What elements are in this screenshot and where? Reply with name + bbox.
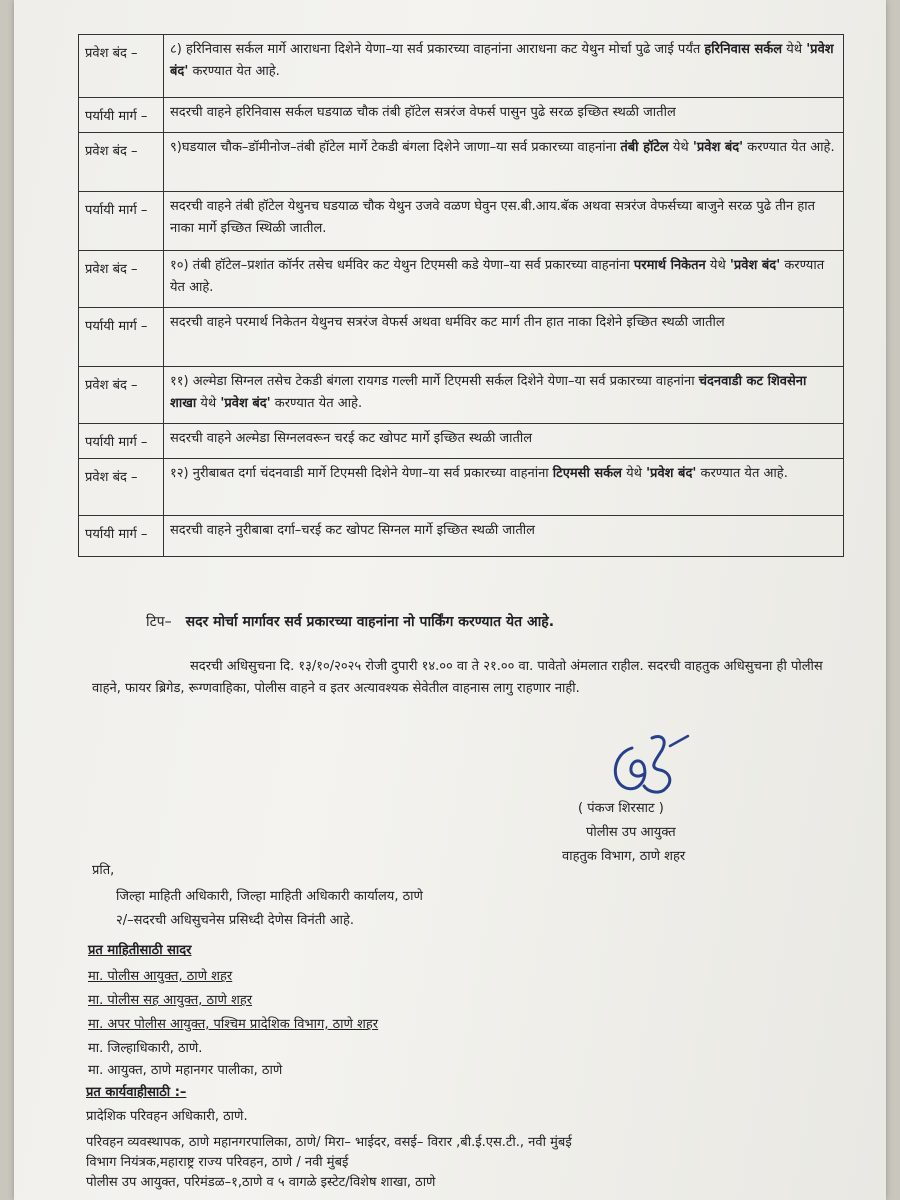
row-text-bold: 'प्रवेश बंद' xyxy=(729,258,781,273)
route-row xyxy=(79,133,843,192)
row-text-bold: 'प्रवेश बंद' xyxy=(220,396,271,411)
row-text-part: करण्यात येत आहे. xyxy=(170,258,825,295)
row-text xyxy=(164,424,843,458)
row-text-part: येथे xyxy=(196,396,221,411)
route-row xyxy=(79,308,843,367)
row-text xyxy=(164,308,843,366)
row-label: पर्यायी मार्ग – xyxy=(79,98,164,132)
row-label: प्रवेश बंद – xyxy=(79,251,164,307)
route-table xyxy=(78,34,844,557)
row-text-part: ११) अल्मेडा सिग्नल तसेच टेकडी बंगला रायगड गल्ली मार्गे टिएमसी सर्कल दिशेने येणा–या सर्व प्रकारच्या वाहनांना xyxy=(170,374,699,389)
route-row xyxy=(79,516,843,556)
row-text xyxy=(164,516,843,556)
row-label: पर्यायी मार्ग – xyxy=(79,308,164,366)
row-text xyxy=(164,192,843,250)
action-heading: प्रत कार्यवाहीसाठी :– xyxy=(86,1085,187,1100)
row-text-bold: 'प्रवेश बंद' xyxy=(170,42,834,79)
info-line-4: मा. जिल्हाधिकारी, ठाणे. xyxy=(88,1041,203,1056)
row-text-bold: 'प्रवेश बंद' xyxy=(692,140,744,155)
row-text-part: येथे xyxy=(668,140,693,155)
route-row xyxy=(79,192,843,251)
row-text-part: येथे xyxy=(621,466,647,481)
action-line-4: पोलीस उप आयुक्त, परिमंडळ–१,ठाणे व ५ वागळे इस्टेट/विशेष शाखा, ठाणे xyxy=(86,1175,436,1190)
row-text-part: १०) तंबी हॉटेल–प्रशांत कॉर्नर तसेच धर्मविर कट येथुन टिएमसी कडे येणा–या सर्व प्रकारच्या वाहनांना xyxy=(170,258,634,273)
row-label: प्रवेश बंद – xyxy=(79,459,164,515)
info-line-1: मा. पोलीस आयुक्त, ठाणे शहर xyxy=(88,969,233,984)
row-label: प्रवेश बंद – xyxy=(79,35,164,97)
info-line-2: मा. पोलीस सह आयुक्त, ठाणे शहर xyxy=(88,993,253,1008)
signatory-department: वाहतुक विभाग, ठाणे शहर xyxy=(562,849,686,864)
row-label: पर्यायी मार्ग – xyxy=(79,192,164,250)
row-text-part: येथे xyxy=(705,258,730,273)
row-label: पर्यायी मार्ग – xyxy=(79,424,164,458)
action-line-3: विभाग नियंत्रक,महाराष्ट्र राज्य परिवहन, ठाणे / नवी मुंबई xyxy=(86,1155,349,1170)
row-text-part: करण्यात येत आहे. xyxy=(188,64,280,79)
row-text xyxy=(164,367,843,423)
route-row xyxy=(79,98,843,133)
row-label: प्रवेश बंद – xyxy=(79,367,164,423)
row-text-bold: हरिनिवास सर्कल xyxy=(704,42,783,57)
signatory-designation: पोलीस उप आयुक्त xyxy=(586,825,676,840)
row-text xyxy=(164,133,843,191)
row-text-bold: तंबी हॉटेल xyxy=(620,140,669,155)
to-line-1: जिल्हा माहिती अधिकारी, जिल्हा माहिती अधिकारी कार्यालय, ठाणे xyxy=(116,889,423,904)
action-line-2: परिवहन व्यवस्थापक, ठाणे महानगरपालिका, ठाणे/ मिरा– भाईदर, वसई– विरार ,बी.ई.एस.टी., नवी मुंबई xyxy=(86,1135,572,1150)
row-label: प्रवेश बंद – xyxy=(79,133,164,191)
to-label: प्रति, xyxy=(92,863,115,878)
info-line-3: मा. अपर पोलीस आयुक्त, पश्चिम प्रादेशिक विभाग, ठाणे शहर xyxy=(88,1017,379,1032)
note-prefix: टिप– xyxy=(146,614,172,630)
signature-mark xyxy=(604,730,694,804)
row-text-part: १२) नुरीबाबत दर्गा चंदनवाडी मार्गे टिएमसी दिशेने येणा–या सर्व प्रकारच्या वाहनांना xyxy=(170,466,553,481)
row-text xyxy=(164,35,843,97)
row-text-part: सदरची वाहने परमार्थ निकेतन येथुनच सत्ररंज वेफर्स अथवा धर्मविर कट मार्ग तीन हात नाका दिशेने इच्छित स्थळी जातील xyxy=(170,315,725,330)
row-text-part: करण्यात येत आहे. xyxy=(696,466,788,481)
row-text-part: करण्यात येत आहे. xyxy=(743,140,835,155)
to-line-2: २/–सदरची अधिसुचनेस प्रसिध्दी देणेस विनंती आहे. xyxy=(116,913,354,928)
row-text-part: सदरची वाहने तंबी हॉटेल येथुनच घडयाळ चौक येथुन उजवे वळण घेवुन एस.बी.आय.बॅक अथवा सत्ररंज वेफर्सच्या बाजुने सरळ पुढे तीन हात नाका मार्गे इच्छित स्थिळी जातील. xyxy=(170,199,815,236)
info-heading: प्रत माहितीसाठी सादर xyxy=(88,943,192,958)
row-text-bold: परमार्थ निकेतन xyxy=(633,258,706,273)
row-text xyxy=(164,251,843,307)
route-row xyxy=(79,459,843,516)
row-text-part: सदरची वाहने नुरीबाबा दर्गा–चरई कट खोपट सिग्नल मार्गे इच्छित स्थळी जातील xyxy=(170,523,535,538)
row-text-part: करण्यात येत आहे. xyxy=(270,396,363,411)
note-text: सदर मोर्चा मार्गावर सर्व प्रकारच्या वाहनांना नो पार्किंग करण्यात येत आहे. xyxy=(185,614,555,630)
note-line xyxy=(146,612,554,631)
row-text-part: सदरची वाहने अल्मेडा सिग्नलवरून चरई कट खोपट मार्गे इच्छित स्थळी जातील xyxy=(170,431,533,446)
row-text xyxy=(164,459,843,515)
row-text xyxy=(164,98,843,132)
info-line-5: मा. आयुक्त, ठाणे महानगर पालीका, ठाणे xyxy=(88,1063,283,1078)
action-line-1: प्रादेशिक परिवहन अधिकारी, ठाणे. xyxy=(86,1109,248,1124)
route-row xyxy=(79,424,843,459)
validity-paragraph: सदरची अधिसुचना दि. १३/१०/२०२५ रोजी दुपारी १४.०० वा ते २१.०० वा. पावेतो अंमलात राहील. सदरची वाहतुक अधिसुचना ही पोलीस वाहने, फायर ब्रिगेड, रूग्णवाहिका, पोलीस वाहने व इतर अत्यावश्यक सेवेतील वाहनास लागु राहणार नाही. xyxy=(92,659,823,696)
row-text-bold: 'प्रवेश बंद' xyxy=(646,466,697,481)
row-text-part: ८) हरिनिवास सर्कल मार्गे आराधना दिशेने येणा–या सर्व प्रकारच्या वाहनांना आराधना कट येथुन मोर्चा पुढे जाई पर्यंत xyxy=(170,42,705,57)
row-text-part: येथे xyxy=(782,42,807,57)
row-text-part: सदरची वाहने हरिनिवास सर्कल घडयाळ चौक तंबी हॉटेल सत्ररंज वेफर्स पासुन पुढे सरळ इच्छित स्थळी जातील xyxy=(170,105,676,120)
row-label: पर्यायी मार्ग – xyxy=(79,516,164,556)
row-text-bold: चंदनवाडी कट शिवसेना शाखा xyxy=(170,374,807,411)
row-text-part: ९)घडयाल चौक–डॉमीनोज–तंबी हॉटेल मार्गे टेकडी बंगला दिशेने जाणा–या सर्व प्रकारच्या वाहनांना xyxy=(170,140,621,155)
row-text-bold: टिएमसी सर्कल xyxy=(552,466,622,481)
route-row xyxy=(79,35,843,98)
signatory-name: ( पंकज शिरसाट ) xyxy=(578,801,664,816)
route-row xyxy=(79,367,843,424)
route-row xyxy=(79,251,843,308)
